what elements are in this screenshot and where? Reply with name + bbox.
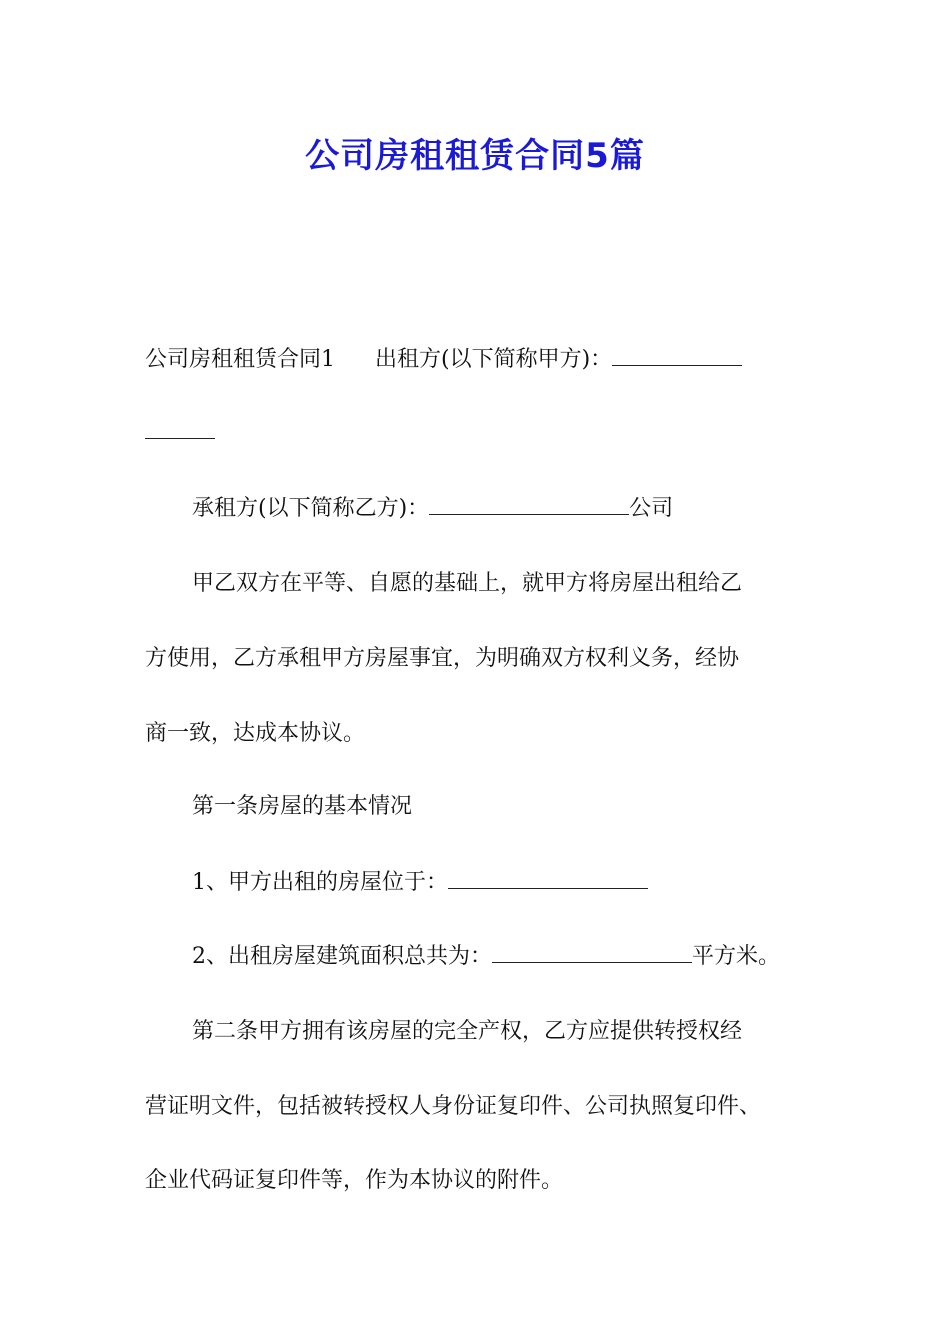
- item-2-suffix: 平方米。: [692, 944, 781, 969]
- paragraph-line: 第二条甲方拥有该房屋的完全产权，乙方应提供转授权经: [192, 1019, 743, 1044]
- article-1-title: 第一条房屋的基本情况: [192, 794, 413, 819]
- lessor-blank-line: [612, 345, 742, 366]
- item-2-line: [192, 942, 780, 972]
- item-2-label: 2、出租房屋建筑面积总共为：: [192, 944, 492, 969]
- document-title: 公司房租租赁合同5篇: [305, 136, 645, 176]
- lessee-label: 承租方(以下简称乙方)：: [192, 496, 430, 521]
- lessor-blank-continuation: [145, 418, 215, 448]
- paragraph-line: 营证明文件，包括被转授权人身份证复印件、公司执照复印件、: [145, 1094, 762, 1119]
- paragraph-line: 甲乙双方在平等、自愿的基础上，就甲方将房屋出租给乙: [192, 571, 743, 596]
- lessee-line: [192, 494, 673, 524]
- heading-line: [145, 345, 742, 375]
- paragraph-line: 方使用，乙方承租甲方房屋事宜，为明确双方权利义务，经协: [145, 646, 740, 671]
- paragraph-line: 商一致，达成本协议。: [145, 721, 366, 746]
- item-1-label: 1、甲方出租的房屋位于：: [192, 870, 448, 895]
- lessee-suffix: 公司: [629, 496, 674, 521]
- contract-heading: 公司房租租赁合同1: [145, 347, 335, 372]
- item-1-blank-line: [448, 868, 648, 889]
- lessee-blank-line: [429, 494, 629, 515]
- item-2-blank-line: [492, 942, 692, 963]
- lessor-blank-line-2: [145, 418, 215, 439]
- lessor-label: 出租方(以下简称甲方)：: [375, 347, 613, 372]
- item-1-line: [192, 868, 648, 898]
- paragraph-line: 企业代码证复印件等，作为本协议的附件。: [145, 1168, 564, 1193]
